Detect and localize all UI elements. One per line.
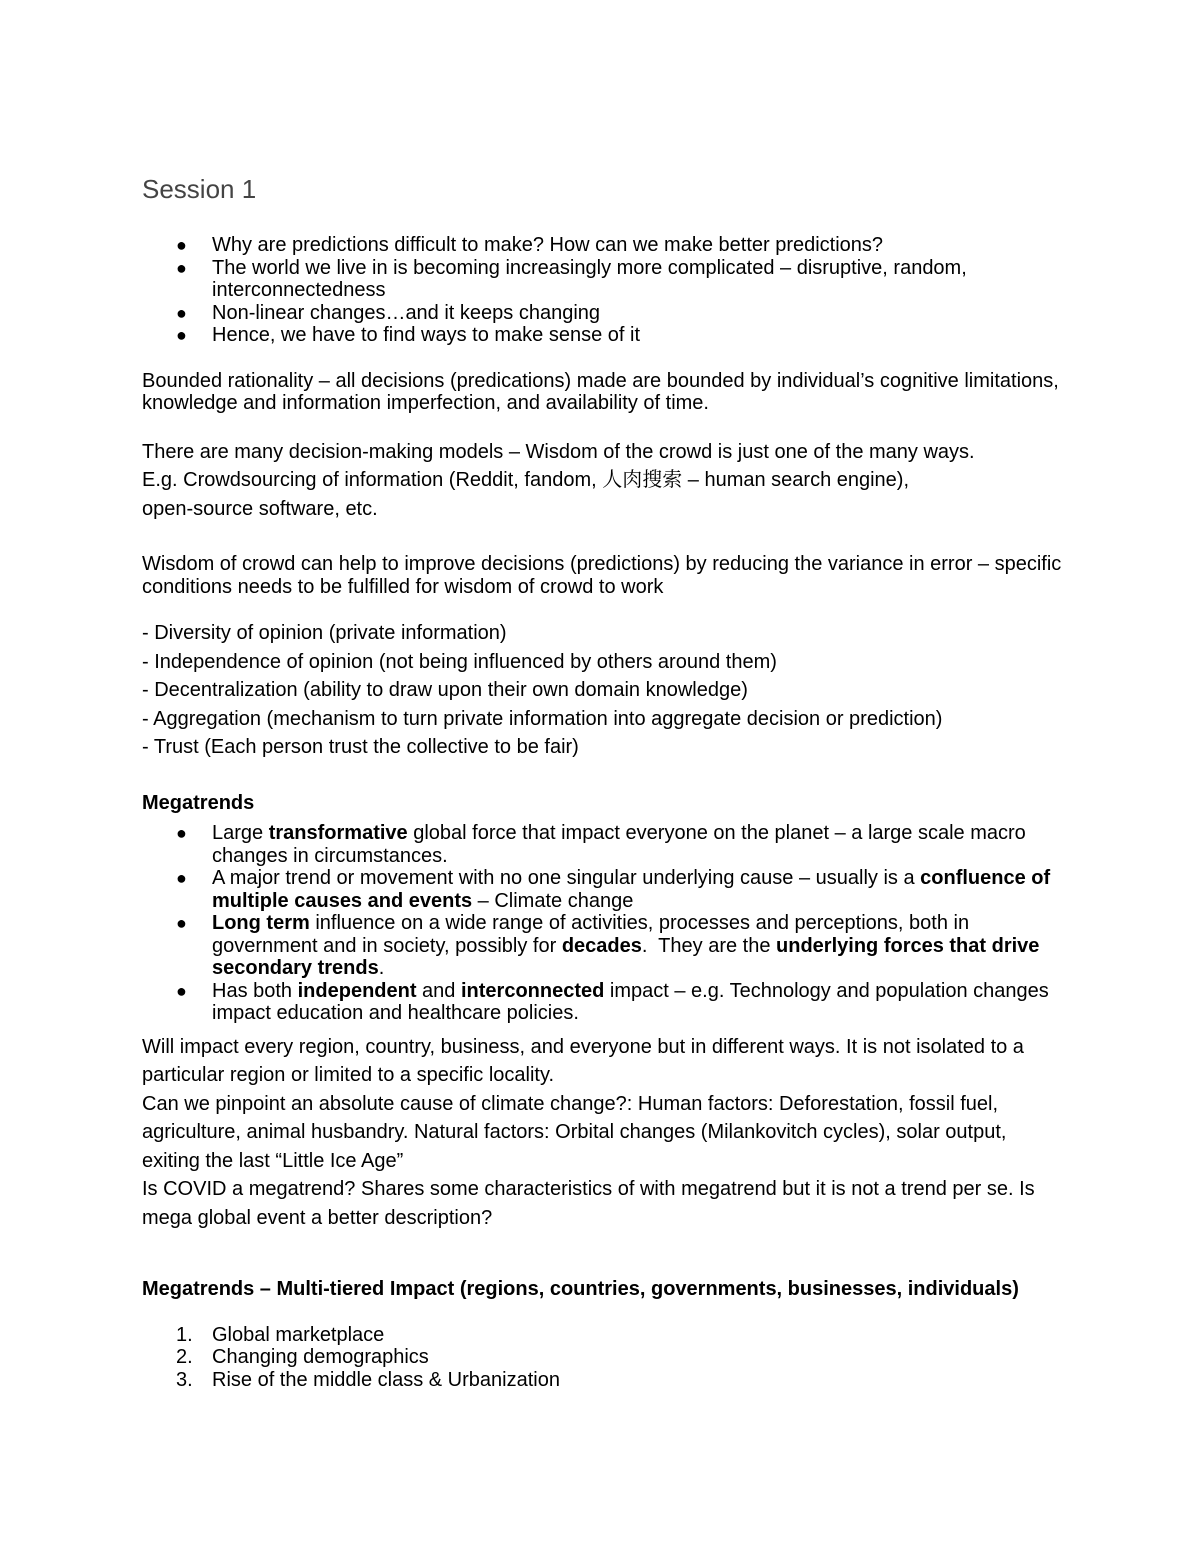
bounded-rationality-paragraph: Bounded rationality – all decisions (predications) made are bounded by individual’s cognitive limitations, knowledge and information imperfection, and availability of time. (142, 369, 1059, 414)
bullet-icon: ● (176, 868, 187, 888)
condition-item: - Diversity of opinion (private information) (142, 622, 507, 644)
list-number: 1. (176, 1323, 193, 1346)
session-title: Session 1 (142, 174, 257, 204)
list-item: ● Non-linear changes…and it keeps changing (176, 301, 601, 324)
bullet-icon: ● (176, 302, 187, 323)
intro-bullet-list (142, 234, 1062, 347)
list-item: 1. Global marketplace (176, 1323, 385, 1346)
megatrends-bullet-list (142, 822, 1062, 1025)
document-page (142, 172, 1062, 1391)
list-item: ● Large transformative global force that impact everyone on the planet – a large scale macro changes in circumstances. (176, 822, 1026, 867)
condition-item: - Decentralization (ability to draw upon their own domain knowledge) (142, 679, 748, 701)
bullet-icon: ● (176, 823, 187, 843)
list-item: ● The world we live in is becoming increasingly more complicated – disruptive, random, interconnectedness (176, 256, 967, 301)
condition-item: - Independence of opinion (not being influenced by others around them) (142, 650, 777, 673)
list-item: ● Long term influence on a wide range of activities, processes and perceptions, both in government and in society, possibly for decades. They are the underlying forces that drive secondary trends. (176, 912, 1040, 979)
bullet-icon: ● (176, 235, 187, 255)
condition-item: - Trust (Each person trust the collective to be fair) (142, 736, 579, 758)
list-item: ● A major trend or movement with no one singular underlying cause – usually is a confluence of multiple causes and events – Climate change (176, 867, 1051, 912)
decision-models-line: E.g. Crowdsourcing of information (Reddit, fandom, 人肉搜索 – human search engine), (142, 469, 910, 491)
multi-tiered-heading: Megatrends – Multi-tiered Impact (regions, countries, governments, businesses, individuals) (142, 1278, 1019, 1300)
megatrends-note: Is COVID a megatrend? Shares some characteristics of with megatrend but it is not a trend per se. Is mega global event a better description? (142, 1178, 1035, 1229)
condition-item: - Aggregation (mechanism to turn private information into aggregate decision or prediction) (142, 707, 943, 730)
megatrends-note: Will impact every region, country, business, and everyone but in different ways. It is not isolated to a particular region or limited to a specific locality. (142, 1035, 1024, 1086)
decision-models-line: There are many decision-making models – Wisdom of the crowd is just one of the many ways. (142, 440, 975, 463)
bullet-icon: ● (176, 913, 187, 933)
multi-tiered-list (142, 1324, 1062, 1392)
megatrends-note: Can we pinpoint an absolute cause of climate change?: Human factors: Deforestation, fossil fuel, agriculture, animal husbandry. Natural factors: Orbital changes (Milankovitch cycles), solar output, exiting the last “Little Ice Age” (142, 1092, 1007, 1172)
list-item: ● Hence, we have to find ways to make sense of it (176, 324, 640, 346)
list-item: ● Has both independent and interconnected impact – e.g. Technology and population changes impact education and healthcare policies. (176, 979, 1049, 1024)
megatrends-heading: Megatrends (142, 791, 255, 814)
bullet-icon: ● (176, 980, 187, 1001)
list-item: 2. Changing demographics (176, 1346, 429, 1368)
list-item: 3. Rise of the middle class & Urbanization (176, 1368, 560, 1391)
bullet-icon: ● (176, 257, 187, 278)
wisdom-of-crowd-paragraph: Wisdom of crowd can help to improve decisions (predictions) by reducing the variance in error – specific conditions needs to be fulfilled for wisdom of crowd to work (142, 553, 1062, 598)
list-number: 3. (176, 1368, 193, 1391)
bullet-icon: ● (176, 325, 187, 345)
list-number: 2. (176, 1346, 193, 1368)
decision-models-line: open-source software, etc. (142, 497, 378, 520)
list-item: ● Why are predictions difficult to make? How can we make better predictions? (176, 234, 884, 256)
